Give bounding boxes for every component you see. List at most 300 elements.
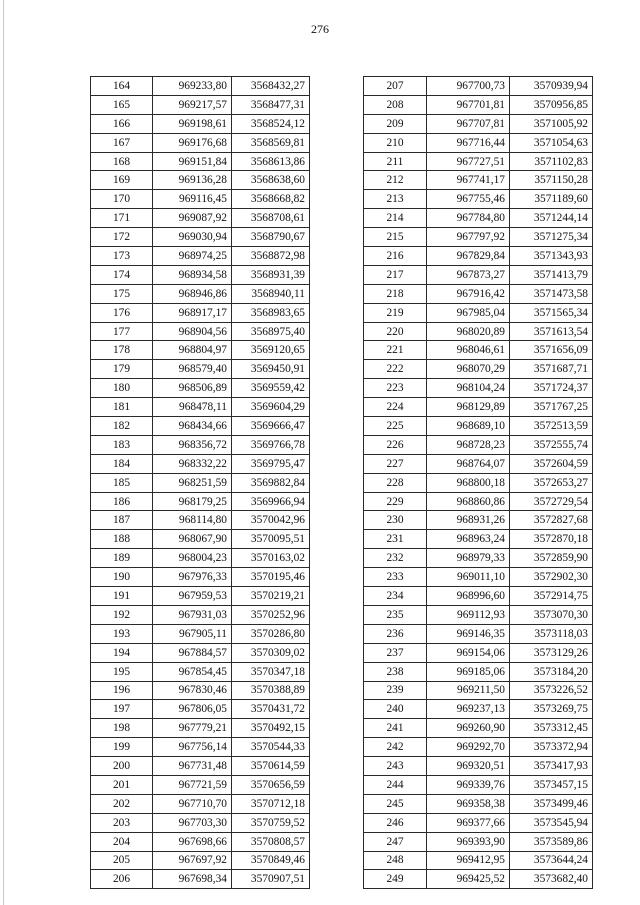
- coordinates-table-left: [90, 76, 310, 889]
- point-number-cell: 248: [364, 851, 427, 870]
- y-coordinate-cell: 3571613,54: [510, 322, 593, 341]
- table-row: [364, 492, 593, 511]
- x-coordinate-cell: 967700,73: [427, 77, 510, 96]
- x-coordinate-cell: 967905,11: [153, 624, 232, 643]
- table-row: [91, 228, 310, 247]
- x-coordinate-cell: 967830,46: [153, 681, 232, 700]
- y-coordinate-cell: 3569666,47: [232, 417, 310, 436]
- table-row: [91, 870, 310, 889]
- table-row: [91, 398, 310, 417]
- table-row: [364, 435, 593, 454]
- y-coordinate-cell: 3573417,93: [510, 757, 593, 776]
- table-row: [91, 851, 310, 870]
- y-coordinate-cell: 3573499,46: [510, 794, 593, 813]
- point-number-cell: 215: [364, 228, 427, 247]
- y-coordinate-cell: 3568940,11: [232, 284, 310, 303]
- point-number-cell: 176: [91, 303, 153, 322]
- table-row: [91, 417, 310, 436]
- x-coordinate-cell: 968067,90: [153, 530, 232, 549]
- x-coordinate-cell: 969198,61: [153, 114, 232, 133]
- x-coordinate-cell: 967884,57: [153, 643, 232, 662]
- x-coordinate-cell: 968917,17: [153, 303, 232, 322]
- y-coordinate-cell: 3568569,81: [232, 133, 310, 152]
- y-coordinate-cell: 3570095,51: [232, 530, 310, 549]
- table-row: [91, 379, 310, 398]
- y-coordinate-cell: 3572653,27: [510, 473, 593, 492]
- point-number-cell: 181: [91, 398, 153, 417]
- x-coordinate-cell: 969154,06: [427, 643, 510, 662]
- y-coordinate-cell: 3573184,20: [510, 662, 593, 681]
- y-coordinate-cell: 3572859,90: [510, 549, 593, 568]
- table-row: [364, 190, 593, 209]
- y-coordinate-cell: 3572513,59: [510, 417, 593, 436]
- point-number-cell: 219: [364, 303, 427, 322]
- y-coordinate-cell: 3570195,46: [232, 568, 310, 587]
- table-row: [91, 719, 310, 738]
- x-coordinate-cell: 969030,94: [153, 228, 232, 247]
- x-coordinate-cell: 969211,50: [427, 681, 510, 700]
- coordinates-table-right: [363, 76, 593, 889]
- table-row: [364, 719, 593, 738]
- y-coordinate-cell: 3571656,09: [510, 341, 593, 360]
- y-coordinate-cell: 3570286,80: [232, 624, 310, 643]
- x-coordinate-cell: 969112,93: [427, 605, 510, 624]
- table-row: [364, 152, 593, 171]
- point-number-cell: 227: [364, 454, 427, 473]
- x-coordinate-cell: 967756,14: [153, 738, 232, 757]
- table-row: [364, 379, 593, 398]
- y-coordinate-cell: 3570163,02: [232, 549, 310, 568]
- y-coordinate-cell: 3571189,60: [510, 190, 593, 209]
- point-number-cell: 239: [364, 681, 427, 700]
- point-number-cell: 210: [364, 133, 427, 152]
- table-row: [364, 738, 593, 757]
- table-row: [364, 587, 593, 606]
- x-coordinate-cell: 968114,80: [153, 511, 232, 530]
- point-number-cell: 172: [91, 228, 153, 247]
- table-row: [364, 114, 593, 133]
- y-coordinate-cell: 3571102,83: [510, 152, 593, 171]
- x-coordinate-cell: 967701,81: [427, 95, 510, 114]
- y-coordinate-cell: 3570219,21: [232, 587, 310, 606]
- table-row: [91, 587, 310, 606]
- y-coordinate-cell: 3572902,30: [510, 568, 593, 587]
- x-coordinate-cell: 967976,33: [153, 568, 232, 587]
- point-number-cell: 180: [91, 379, 153, 398]
- y-coordinate-cell: 3570492,15: [232, 719, 310, 738]
- y-coordinate-cell: 3570656,59: [232, 775, 310, 794]
- y-coordinate-cell: 3571005,92: [510, 114, 593, 133]
- point-number-cell: 216: [364, 247, 427, 266]
- y-coordinate-cell: 3573118,03: [510, 624, 593, 643]
- y-coordinate-cell: 3570759,52: [232, 813, 310, 832]
- y-coordinate-cell: 3568432,27: [232, 77, 310, 96]
- table-row: [364, 530, 593, 549]
- x-coordinate-cell: 967710,70: [153, 794, 232, 813]
- y-coordinate-cell: 3573070,30: [510, 605, 593, 624]
- point-number-cell: 198: [91, 719, 153, 738]
- table-row: [364, 209, 593, 228]
- x-coordinate-cell: 967797,92: [427, 228, 510, 247]
- y-coordinate-cell: 3571565,34: [510, 303, 593, 322]
- y-coordinate-cell: 3568477,31: [232, 95, 310, 114]
- point-number-cell: 192: [91, 605, 153, 624]
- point-number-cell: 169: [91, 171, 153, 190]
- x-coordinate-cell: 968506,89: [153, 379, 232, 398]
- table-row: [91, 303, 310, 322]
- y-coordinate-cell: 3569450,91: [232, 360, 310, 379]
- point-number-cell: 165: [91, 95, 153, 114]
- table-row: [91, 757, 310, 776]
- y-coordinate-cell: 3571767,25: [510, 398, 593, 417]
- point-number-cell: 238: [364, 662, 427, 681]
- point-number-cell: 229: [364, 492, 427, 511]
- y-coordinate-cell: 3570849,46: [232, 851, 310, 870]
- table-row: [364, 77, 593, 96]
- x-coordinate-cell: 968579,40: [153, 360, 232, 379]
- y-coordinate-cell: 3571054,63: [510, 133, 593, 152]
- point-number-cell: 230: [364, 511, 427, 530]
- x-coordinate-cell: 968129,89: [427, 398, 510, 417]
- x-coordinate-cell: 969339,76: [427, 775, 510, 794]
- table-row: [91, 530, 310, 549]
- y-coordinate-cell: 3572870,18: [510, 530, 593, 549]
- table-row: [364, 832, 593, 851]
- point-number-cell: 223: [364, 379, 427, 398]
- point-number-cell: 235: [364, 605, 427, 624]
- x-coordinate-cell: 969087,92: [153, 209, 232, 228]
- table-row: [91, 775, 310, 794]
- point-number-cell: 190: [91, 568, 153, 587]
- point-number-cell: 242: [364, 738, 427, 757]
- y-coordinate-cell: 3571244,14: [510, 209, 593, 228]
- y-coordinate-cell: 3573312,45: [510, 719, 593, 738]
- y-coordinate-cell: 3573589,86: [510, 832, 593, 851]
- x-coordinate-cell: 967959,53: [153, 587, 232, 606]
- x-coordinate-cell: 968434,66: [153, 417, 232, 436]
- x-coordinate-cell: 969136,28: [153, 171, 232, 190]
- x-coordinate-cell: 969185,06: [427, 662, 510, 681]
- x-coordinate-cell: 967784,80: [427, 209, 510, 228]
- x-coordinate-cell: 968764,07: [427, 454, 510, 473]
- y-coordinate-cell: 3568790,67: [232, 228, 310, 247]
- y-coordinate-cell: 3572827,68: [510, 511, 593, 530]
- x-coordinate-cell: 968356,72: [153, 435, 232, 454]
- point-number-cell: 221: [364, 341, 427, 360]
- table-row: [91, 341, 310, 360]
- y-coordinate-cell: 3571724,37: [510, 379, 593, 398]
- x-coordinate-cell: 968904,56: [153, 322, 232, 341]
- point-number-cell: 168: [91, 152, 153, 171]
- x-coordinate-cell: 967703,30: [153, 813, 232, 832]
- y-coordinate-cell: 3571413,79: [510, 265, 593, 284]
- table-row: [364, 549, 593, 568]
- x-coordinate-cell: 969377,66: [427, 813, 510, 832]
- x-coordinate-cell: 969233,80: [153, 77, 232, 96]
- table-row: [91, 794, 310, 813]
- point-number-cell: 222: [364, 360, 427, 379]
- point-number-cell: 193: [91, 624, 153, 643]
- table-row: [91, 77, 310, 96]
- x-coordinate-cell: 969151,84: [153, 152, 232, 171]
- y-coordinate-cell: 3568708,61: [232, 209, 310, 228]
- table-row: [364, 624, 593, 643]
- y-coordinate-cell: 3568872,98: [232, 247, 310, 266]
- point-number-cell: 191: [91, 587, 153, 606]
- page-number: 276: [311, 22, 329, 36]
- x-coordinate-cell: 967755,46: [427, 190, 510, 209]
- point-number-cell: 170: [91, 190, 153, 209]
- x-coordinate-cell: 967741,17: [427, 171, 510, 190]
- x-coordinate-cell: 968020,89: [427, 322, 510, 341]
- y-coordinate-cell: 3568975,40: [232, 322, 310, 341]
- y-coordinate-cell: 3572729,54: [510, 492, 593, 511]
- x-coordinate-cell: 967698,66: [153, 832, 232, 851]
- point-number-cell: 218: [364, 284, 427, 303]
- point-number-cell: 178: [91, 341, 153, 360]
- table-row: [91, 549, 310, 568]
- x-coordinate-cell: 969292,70: [427, 738, 510, 757]
- x-coordinate-cell: 968179,25: [153, 492, 232, 511]
- point-number-cell: 204: [91, 832, 153, 851]
- x-coordinate-cell: 968979,33: [427, 549, 510, 568]
- table-row: [91, 605, 310, 624]
- point-number-cell: 185: [91, 473, 153, 492]
- table-row: [364, 360, 593, 379]
- x-coordinate-cell: 968860,86: [427, 492, 510, 511]
- table-row: [364, 511, 593, 530]
- table-row: [91, 190, 310, 209]
- table-row: [91, 171, 310, 190]
- point-number-cell: 246: [364, 813, 427, 832]
- point-number-cell: 228: [364, 473, 427, 492]
- table-row: [364, 757, 593, 776]
- table-row: [364, 95, 593, 114]
- table-row: [91, 492, 310, 511]
- x-coordinate-cell: 969358,38: [427, 794, 510, 813]
- x-coordinate-cell: 968804,97: [153, 341, 232, 360]
- x-coordinate-cell: 968728,23: [427, 435, 510, 454]
- point-number-cell: 226: [364, 435, 427, 454]
- point-number-cell: 195: [91, 662, 153, 681]
- table-row: [91, 114, 310, 133]
- y-coordinate-cell: 3570388,89: [232, 681, 310, 700]
- point-number-cell: 208: [364, 95, 427, 114]
- point-number-cell: 167: [91, 133, 153, 152]
- point-number-cell: 231: [364, 530, 427, 549]
- table-row: [91, 568, 310, 587]
- point-number-cell: 174: [91, 265, 153, 284]
- x-coordinate-cell: 968934,58: [153, 265, 232, 284]
- y-coordinate-cell: 3568613,86: [232, 152, 310, 171]
- y-coordinate-cell: 3570712,18: [232, 794, 310, 813]
- x-coordinate-cell: 969425,52: [427, 870, 510, 889]
- x-coordinate-cell: 967985,04: [427, 303, 510, 322]
- point-number-cell: 214: [364, 209, 427, 228]
- point-number-cell: 194: [91, 643, 153, 662]
- x-coordinate-cell: 968931,26: [427, 511, 510, 530]
- table-row: [364, 605, 593, 624]
- y-coordinate-cell: 3568668,82: [232, 190, 310, 209]
- x-coordinate-cell: 967697,92: [153, 851, 232, 870]
- table-row: [364, 662, 593, 681]
- x-coordinate-cell: 967806,05: [153, 700, 232, 719]
- table-row: [91, 662, 310, 681]
- x-coordinate-cell: 967731,48: [153, 757, 232, 776]
- point-number-cell: 245: [364, 794, 427, 813]
- table-row: [91, 511, 310, 530]
- point-number-cell: 188: [91, 530, 153, 549]
- table-row: [364, 341, 593, 360]
- y-coordinate-cell: 3570956,85: [510, 95, 593, 114]
- x-coordinate-cell: 968689,10: [427, 417, 510, 436]
- point-number-cell: 209: [364, 114, 427, 133]
- point-number-cell: 196: [91, 681, 153, 700]
- x-coordinate-cell: 968046,61: [427, 341, 510, 360]
- table-row: [364, 568, 593, 587]
- y-coordinate-cell: 3569882,84: [232, 473, 310, 492]
- y-coordinate-cell: 3570309,02: [232, 643, 310, 662]
- point-number-cell: 247: [364, 832, 427, 851]
- point-number-cell: 189: [91, 549, 153, 568]
- y-coordinate-cell: 3570614,59: [232, 757, 310, 776]
- y-coordinate-cell: 3570808,57: [232, 832, 310, 851]
- x-coordinate-cell: 967873,27: [427, 265, 510, 284]
- y-coordinate-cell: 3571473,58: [510, 284, 593, 303]
- x-coordinate-cell: 967716,44: [427, 133, 510, 152]
- point-number-cell: 205: [91, 851, 153, 870]
- table-row: [364, 303, 593, 322]
- y-coordinate-cell: 3571150,28: [510, 171, 593, 190]
- table-row: [91, 624, 310, 643]
- point-number-cell: 203: [91, 813, 153, 832]
- y-coordinate-cell: 3569604,29: [232, 398, 310, 417]
- y-coordinate-cell: 3568931,39: [232, 265, 310, 284]
- x-coordinate-cell: 968974,25: [153, 247, 232, 266]
- table-row: [91, 360, 310, 379]
- table-row: [91, 284, 310, 303]
- table-row: [364, 813, 593, 832]
- table-row: [91, 813, 310, 832]
- y-coordinate-cell: 3573545,94: [510, 813, 593, 832]
- point-number-cell: 199: [91, 738, 153, 757]
- point-number-cell: 182: [91, 417, 153, 436]
- table-row: [91, 643, 310, 662]
- y-coordinate-cell: 3573226,52: [510, 681, 593, 700]
- point-number-cell: 217: [364, 265, 427, 284]
- table-row: [364, 133, 593, 152]
- table-row: [364, 322, 593, 341]
- x-coordinate-cell: 969237,13: [427, 700, 510, 719]
- point-number-cell: 224: [364, 398, 427, 417]
- page-edge-line: [3, 0, 4, 905]
- point-number-cell: 220: [364, 322, 427, 341]
- point-number-cell: 234: [364, 587, 427, 606]
- table-row: [91, 209, 310, 228]
- table-row: [364, 794, 593, 813]
- x-coordinate-cell: 967829,84: [427, 247, 510, 266]
- x-coordinate-cell: 969176,68: [153, 133, 232, 152]
- x-coordinate-cell: 969217,57: [153, 95, 232, 114]
- point-number-cell: 166: [91, 114, 153, 133]
- point-number-cell: 179: [91, 360, 153, 379]
- y-coordinate-cell: 3570252,96: [232, 605, 310, 624]
- y-coordinate-cell: 3573644,24: [510, 851, 593, 870]
- point-number-cell: 183: [91, 435, 153, 454]
- x-coordinate-cell: 969116,45: [153, 190, 232, 209]
- y-coordinate-cell: 3569766,78: [232, 435, 310, 454]
- table-row: [364, 851, 593, 870]
- point-number-cell: 173: [91, 247, 153, 266]
- table-row: [91, 435, 310, 454]
- point-number-cell: 212: [364, 171, 427, 190]
- table-row: [364, 454, 593, 473]
- x-coordinate-cell: 967779,21: [153, 719, 232, 738]
- point-number-cell: 200: [91, 757, 153, 776]
- point-number-cell: 211: [364, 152, 427, 171]
- table-row: [91, 832, 310, 851]
- point-number-cell: 243: [364, 757, 427, 776]
- y-coordinate-cell: 3568524,12: [232, 114, 310, 133]
- x-coordinate-cell: 967931,03: [153, 605, 232, 624]
- point-number-cell: 206: [91, 870, 153, 889]
- table-row: [364, 265, 593, 284]
- y-coordinate-cell: 3572914,75: [510, 587, 593, 606]
- x-coordinate-cell: 968478,11: [153, 398, 232, 417]
- table-row: [91, 473, 310, 492]
- table-row: [91, 247, 310, 266]
- y-coordinate-cell: 3569795,47: [232, 454, 310, 473]
- table-row: [91, 700, 310, 719]
- x-coordinate-cell: 967721,59: [153, 775, 232, 794]
- y-coordinate-cell: 3569559,42: [232, 379, 310, 398]
- y-coordinate-cell: 3570431,72: [232, 700, 310, 719]
- y-coordinate-cell: 3569120,65: [232, 341, 310, 360]
- y-coordinate-cell: 3569966,94: [232, 492, 310, 511]
- x-coordinate-cell: 968332,22: [153, 454, 232, 473]
- y-coordinate-cell: 3573269,75: [510, 700, 593, 719]
- point-number-cell: 201: [91, 775, 153, 794]
- point-number-cell: 164: [91, 77, 153, 96]
- y-coordinate-cell: 3568983,65: [232, 303, 310, 322]
- point-number-cell: 225: [364, 417, 427, 436]
- y-coordinate-cell: 3573682,40: [510, 870, 593, 889]
- point-number-cell: 177: [91, 322, 153, 341]
- point-number-cell: 197: [91, 700, 153, 719]
- y-coordinate-cell: 3568638,60: [232, 171, 310, 190]
- table-row: [91, 133, 310, 152]
- x-coordinate-cell: 967854,45: [153, 662, 232, 681]
- x-coordinate-cell: 967916,42: [427, 284, 510, 303]
- table-row: [364, 417, 593, 436]
- point-number-cell: 233: [364, 568, 427, 587]
- x-coordinate-cell: 967698,34: [153, 870, 232, 889]
- table-row: [91, 454, 310, 473]
- table-row: [364, 284, 593, 303]
- y-coordinate-cell: 3572604,59: [510, 454, 593, 473]
- point-number-cell: 186: [91, 492, 153, 511]
- y-coordinate-cell: 3570939,94: [510, 77, 593, 96]
- x-coordinate-cell: 968963,24: [427, 530, 510, 549]
- x-coordinate-cell: 968800,18: [427, 473, 510, 492]
- y-coordinate-cell: 3572555,74: [510, 435, 593, 454]
- x-coordinate-cell: 968004,23: [153, 549, 232, 568]
- y-coordinate-cell: 3571275,34: [510, 228, 593, 247]
- table-row: [91, 265, 310, 284]
- x-coordinate-cell: 969393,90: [427, 832, 510, 851]
- point-number-cell: 187: [91, 511, 153, 530]
- point-number-cell: 184: [91, 454, 153, 473]
